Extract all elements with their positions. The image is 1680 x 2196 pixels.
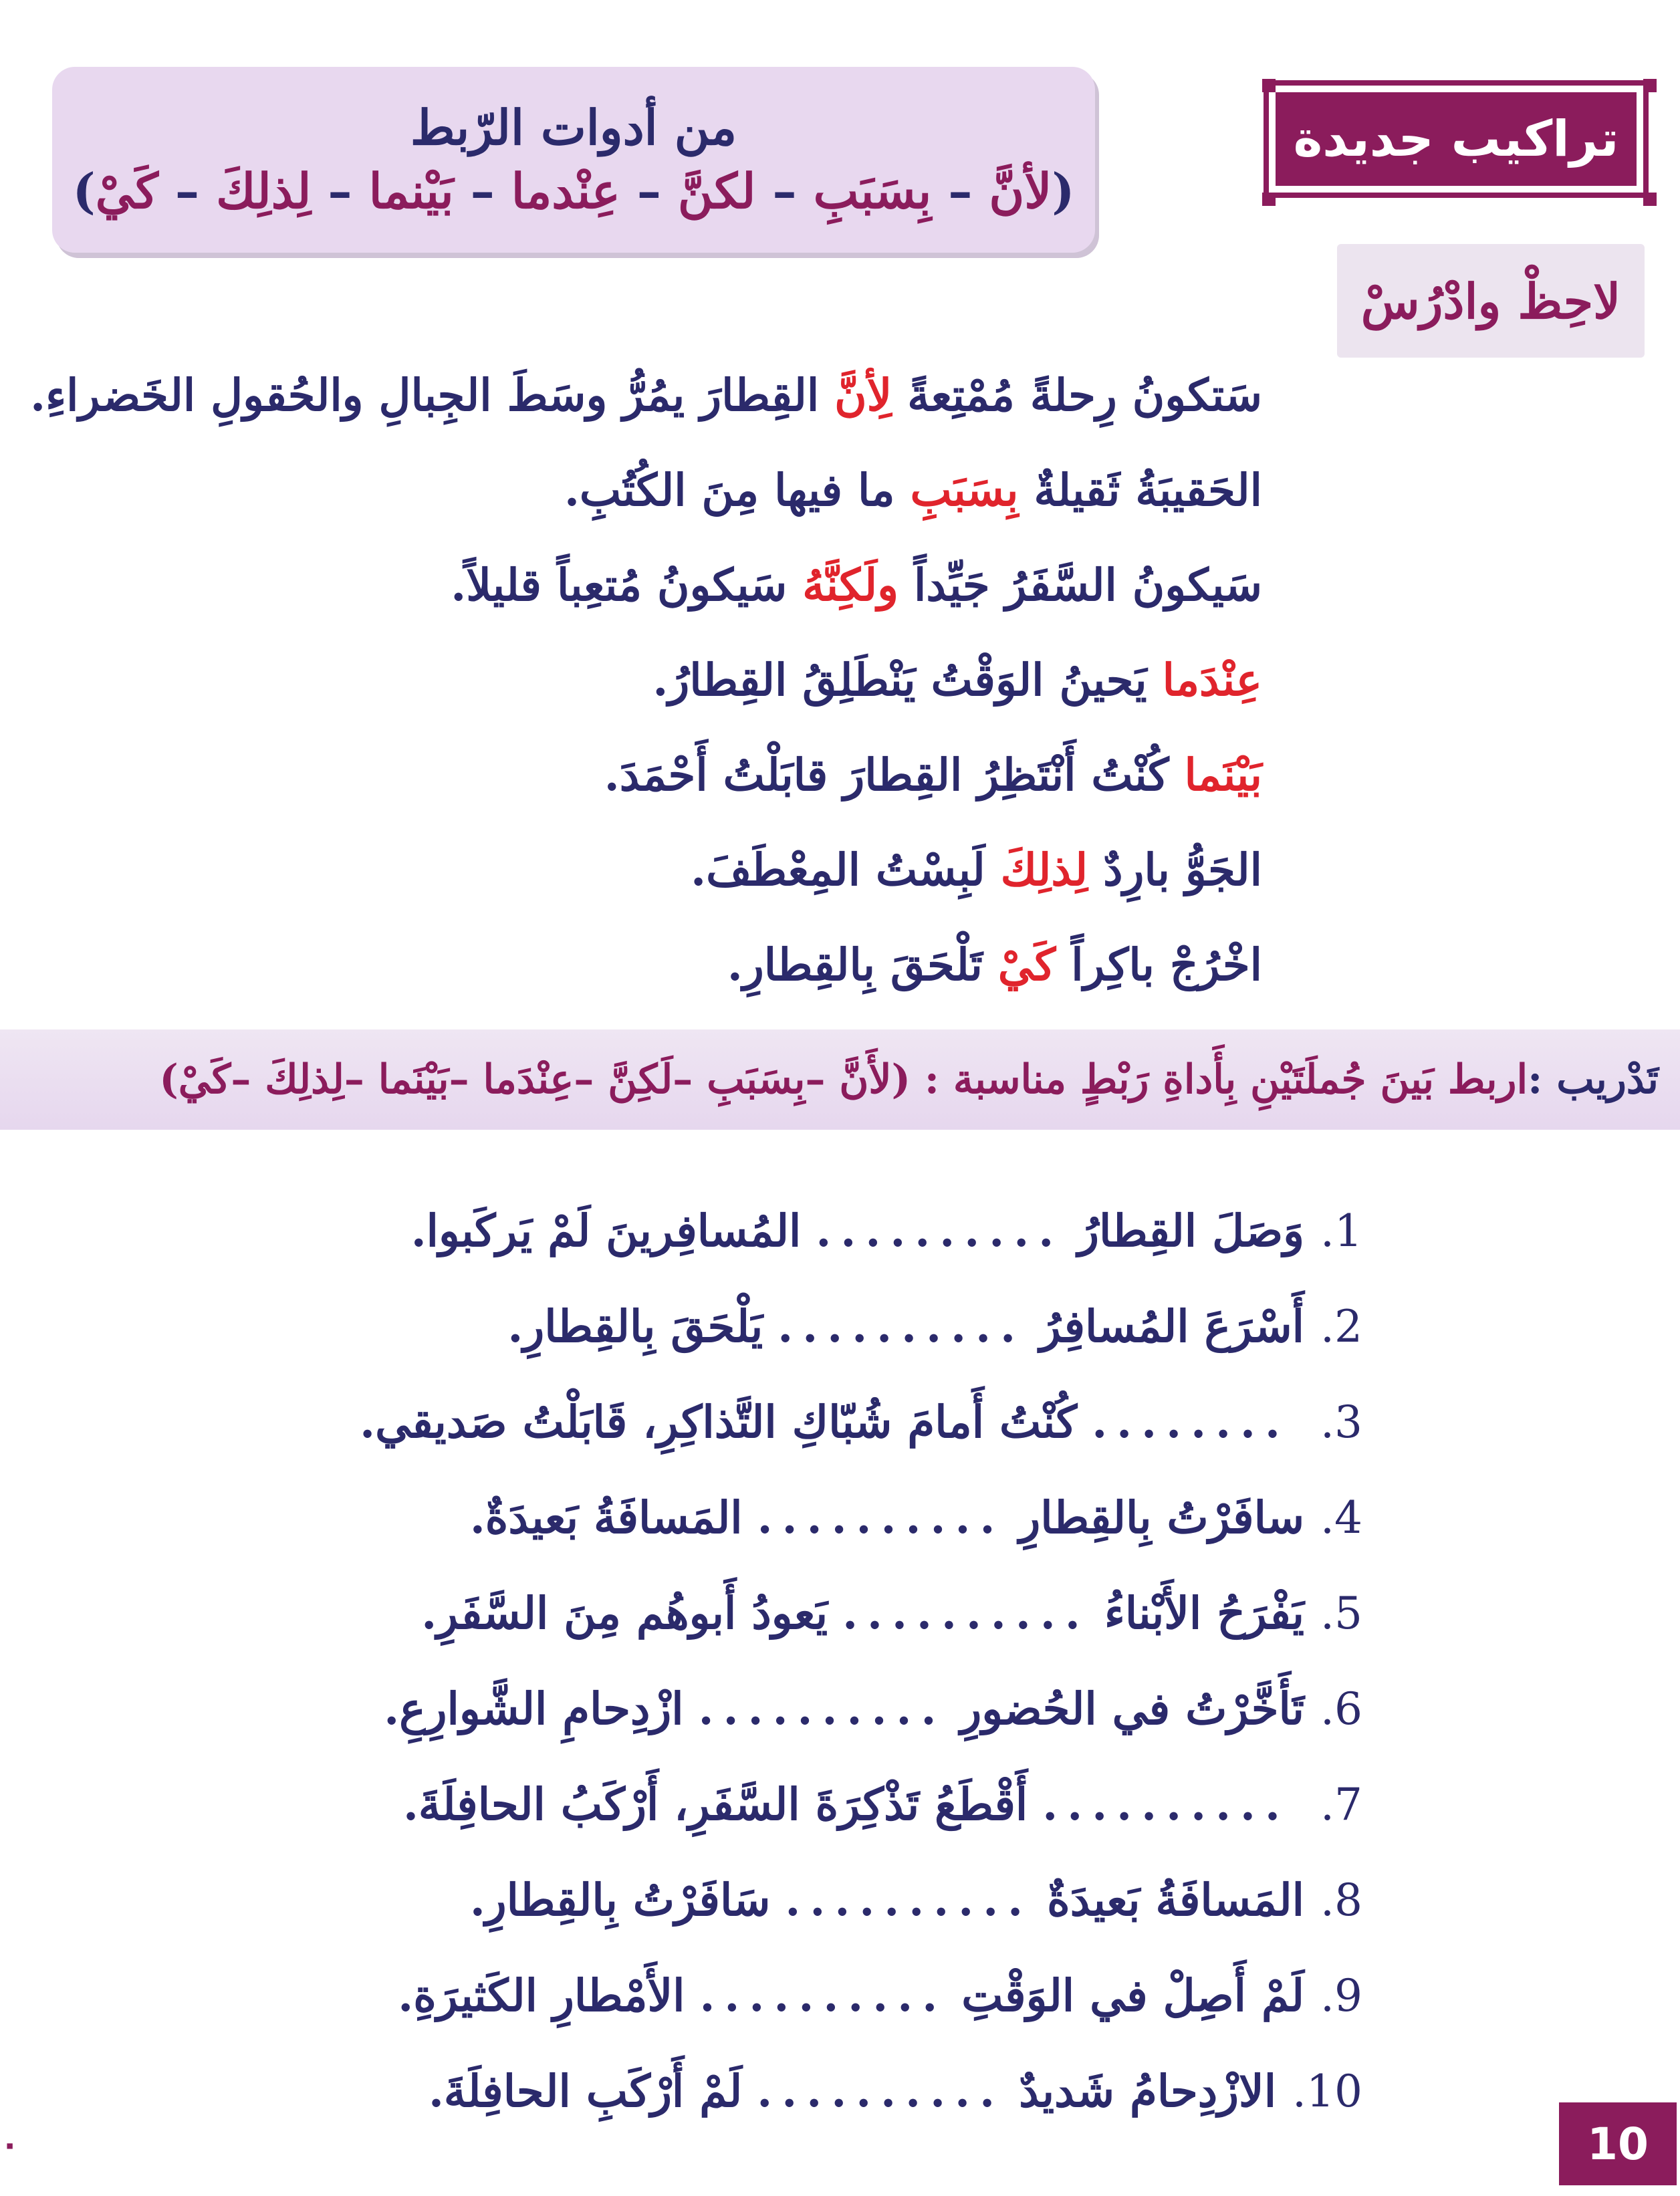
exercise-item (92, 1183, 1362, 1279)
connector-highlight: لِأنَّ (834, 369, 892, 421)
exercise-item (92, 1757, 1362, 1852)
exercise-first-clause: وَصَلَ القِطارُ (1078, 1205, 1305, 1257)
fill-blank[interactable]: .......... (842, 1587, 1090, 1639)
exercise-second-clause: كُنْتُ أَمامَ شُبّاكِ التَّذاكِرِ، قَابَلْتُ صَديقي. (360, 1396, 1078, 1448)
separator: – (311, 162, 369, 220)
connectors-panel (52, 67, 1095, 253)
example-sentence (30, 348, 1262, 443)
section-title-badge (1276, 92, 1637, 186)
sentence-text: يَحينُ الوَقْتُ يَنْطَلِقُ القِطارُ. (652, 654, 1163, 706)
sentence-text: سَتكونُ رِحلةً مُمْتِعةً (892, 369, 1262, 421)
sentence-text: ما فيها مِنَ الكُتُبِ. (564, 464, 911, 516)
exercise-item (92, 2044, 1362, 2139)
fill-blank[interactable]: ........ (1092, 1396, 1290, 1448)
exercise-second-clause: الأَمْطارِ الكَثيرَةِ. (398, 1969, 685, 2022)
exercise-first-clause: لَمْ أَصِلْ في الوَقْتِ (961, 1969, 1305, 2022)
exercise-item (92, 1566, 1362, 1661)
exercise-second-clause: يَعودُ أَبوهُم مِنَ السَّفَرِ. (421, 1587, 828, 1639)
page-number: 10 (1559, 2102, 1677, 2185)
exercise-number: 5. (1320, 1588, 1362, 1639)
sentence-text: الجَوُّ بارِدٌ (1088, 844, 1262, 896)
fill-blank[interactable]: .......... (1042, 1778, 1290, 1830)
exercise-second-clause: سَافَرْتُ بِالقِطارِ. (469, 1874, 771, 1926)
exercise-item (92, 1948, 1362, 2044)
exercise-number: 7. (1320, 1779, 1362, 1830)
badge-corner-decoration (1643, 193, 1657, 206)
exercise-number: 10. (1292, 2066, 1362, 2117)
exercise-first-clause: سافَرْتُ بِالقِطارِ (1019, 1491, 1305, 1544)
connector-word: بِسَبَبِ (813, 162, 932, 220)
connector-highlight: ولَكِنَّهُ (802, 559, 899, 611)
connector-word: بَيْنما (368, 162, 454, 220)
exercise-item (92, 1852, 1362, 1948)
close-paren: ) (72, 162, 96, 220)
exercise-first-clause: الازْدِحامُ شَديدٌ (1019, 2065, 1277, 2117)
connector-word: كَيْ (95, 162, 158, 220)
connector-highlight: بَيْنَما (1184, 749, 1262, 801)
badge-corner-decoration (1643, 79, 1657, 92)
connectors-title: من أدوات الرّبط (410, 98, 737, 156)
open-paren: ( (1052, 162, 1075, 220)
exercise-first-clause: تَأَخَّرْتُ في الحُضورِ (960, 1683, 1305, 1735)
exercise-number: 9. (1320, 1970, 1362, 2022)
facing-page-number: ٠ (0, 2126, 20, 2163)
connector-word: لأنَّ (989, 162, 1052, 220)
exercise-second-clause: المَسافَةُ بَعيدَةٌ. (469, 1491, 743, 1544)
connector-word: لكنَّ (677, 162, 756, 220)
separator: – (158, 162, 217, 220)
exercise-number: 4. (1320, 1492, 1362, 1544)
connector-highlight: بِسَبَبِ (910, 464, 1019, 516)
exercise-item (92, 1661, 1362, 1757)
badge-corner-decoration (1262, 79, 1276, 92)
exercise-first-clause: أَسْرَعَ المُسافِرُ (1040, 1300, 1305, 1352)
example-sentence (45, 917, 1262, 1012)
fill-blank[interactable]: .......... (816, 1205, 1064, 1257)
separator: – (453, 162, 511, 220)
fill-blank[interactable]: .......... (785, 1874, 1033, 1926)
separator: – (931, 162, 989, 220)
fill-blank[interactable]: .......... (699, 1969, 947, 2022)
example-sentence (45, 727, 1262, 822)
exercise-second-clause: المُسافِرينَ لَمْ يَركَبوا. (410, 1205, 802, 1257)
badge-corner-decoration (1262, 193, 1276, 206)
fill-blank[interactable]: .......... (757, 2065, 1005, 2117)
example-sentence (45, 443, 1262, 537)
connector-highlight: كَيْ (997, 939, 1056, 991)
sentence-text: لَبِسْتُ المِعْطَفَ. (691, 844, 1001, 896)
observe-study-text: لاحِظْ وادْرُسْ (1360, 272, 1621, 330)
exercise-second-clause: لَمْ أَرْكَبِ الحافِلَةَ. (428, 2065, 743, 2117)
observe-study-label (1337, 244, 1645, 358)
separator: – (755, 162, 814, 220)
example-sentence (45, 632, 1262, 727)
fill-blank[interactable]: .......... (777, 1300, 1026, 1352)
fill-blank[interactable]: .......... (698, 1683, 946, 1735)
exercise-second-clause: ازْدِحامِ الشَّوارِعِ. (384, 1683, 684, 1735)
sentence-text: تَلْحَقَ بِالقِطارِ. (727, 939, 998, 991)
connector-highlight: عِنْدَما (1162, 654, 1262, 706)
exercise-first-clause: المَسافَةُ بَعيدَةٌ (1047, 1874, 1305, 1926)
exercise-second-clause: أَقْطَعُ تَذْكِرَةَ السَّفَرِ، أَرْكَبُ الحافِلَةَ. (402, 1778, 1028, 1830)
exercise-item (92, 1470, 1362, 1566)
fill-blank[interactable]: .......... (757, 1491, 1005, 1544)
exercise-first-clause: يَفْرَحُ الأَبْناءُ (1104, 1587, 1305, 1639)
connector-word: عِنْدما (511, 162, 620, 220)
exercise-item (92, 1374, 1362, 1470)
exercise-number: 1. (1320, 1205, 1362, 1257)
practice-instruction: اربط بَينَ جُملَتَيْنِ بِأَداةِ رَبْطٍ مناسبة : (لأَنَّ –بِسَبَبِ –لَكِنَّ –عِنْدَما –بَيْنَما –لِذلِكَ –كَيْ) (159, 1056, 1528, 1103)
section-title: تراكيب جديدة (1293, 110, 1619, 168)
sentence-text: اخْرُجْ باكِراً (1056, 939, 1262, 991)
exercise-item (92, 1279, 1362, 1374)
example-sentence (45, 822, 1262, 917)
practice-instruction-bar (0, 1029, 1680, 1130)
example-sentence (45, 537, 1262, 632)
exercise-second-clause: يَلْحَقَ بِالقِطارِ. (507, 1300, 763, 1352)
sentence-text: سَيكونُ السَّفَرُ جَيِّداً (898, 559, 1262, 611)
exercise-number: 2. (1320, 1301, 1362, 1352)
exercise-list (92, 1183, 1362, 2139)
sentence-text: الحَقيبَةُ ثَقيلةٌ (1018, 464, 1262, 516)
connector-highlight: لِذلِكَ (1000, 844, 1088, 896)
sentence-text: القِطارَ يمُرُّ وسَطَ الجِبالِ والحُقولِ الخَضراءِ. (30, 369, 835, 421)
connector-word: لِذلِكَ (216, 162, 312, 220)
sentence-text: سَيكونُ مُتعِباً قليلاً. (451, 559, 803, 611)
practice-label: تَدْريب : (1528, 1056, 1659, 1103)
exercise-number: 6. (1320, 1683, 1362, 1735)
exercise-number: 3. (1320, 1396, 1362, 1448)
connectors-list (73, 158, 1075, 223)
separator: – (620, 162, 678, 220)
example-sentences (30, 348, 1262, 1012)
sentence-text: كُنْتُ أَنْتَظِرُ القِطارَ قابَلْتُ أَحْمَدَ. (604, 749, 1185, 801)
exercise-number: 8. (1320, 1874, 1362, 1926)
